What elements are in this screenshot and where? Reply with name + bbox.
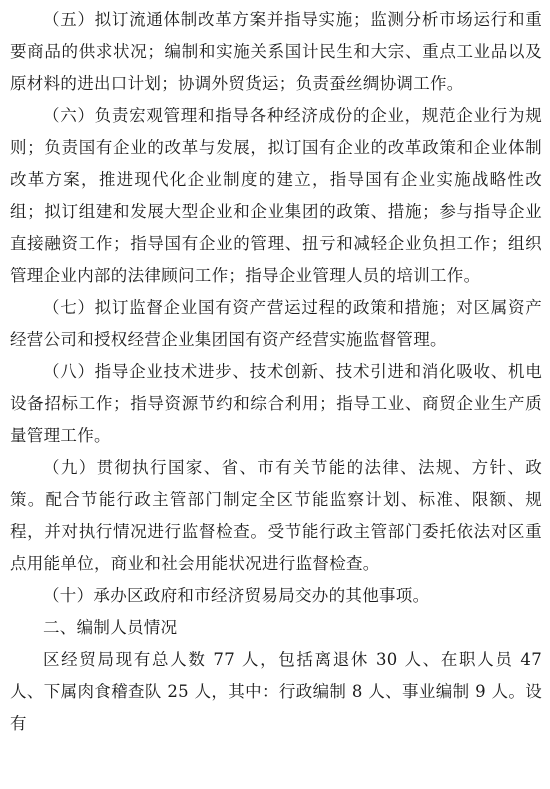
paragraph-item-7: （七）拟订监督企业国有资产营运过程的政策和措施；对区属资产经营公司和授权经营企业集团国有资产经营实施监督管理。 [10,298,542,349]
paragraph-item-10: （十）承办区政府和市经济贸易局交办的其他事项。 [43,586,430,605]
paragraph-item-9: （九）贯彻执行国家、省、市有关节能的法律、法规、方针、政策。配合节能行政主管部门制定全区节能监察计划、标准、限额、规程，并对执行情况进行监督检查。受节能行政主管部门委托依法对区重点用能单位，商业和社会用能状况进行监督检查。 [10,458,542,573]
section-heading: 二、编制人员情况 [43,618,178,637]
staffing-paragraph: 区经贸局现有总人数 77 人，包括离退休 30 人、在职人员 47 人、下属肉食稽查队 25 人，其中：行政编制 8 人、事业编制 9 人。设有 [10,650,542,733]
paragraph-item-8: （八）指导企业技术进步、技术创新、技术引进和消化吸收、机电设备招标工作；指导资源节约和综合利用；指导工业、商贸企业生产质量管理工作。 [10,362,542,445]
document-body [10,4,542,740]
paragraph-item-5: （五）拟订流通体制改革方案并指导实施；监测分析市场运行和重要商品的供求状况；编制和实施关系国计民生和大宗、重点工业品以及原材料的进出口计划；协调外贸货运；负责蚕丝绸协调工作。 [10,10,542,93]
paragraph-item-6: （六）负责宏观管理和指导各种经济成份的企业，规范企业行为规则；负责国有企业的改革与发展，拟订国有企业的改革政策和企业体制改革方案，推进现代化企业制度的建立，指导国有企业实施战略性改组；拟订组建和发展大型企业和企业集团的政策、措施；参与指导企业直接融资工作；指导国有企业的管理、扭亏和减轻企业负担工作；组织管理企业内部的法律顾问工作；指导企业管理人员的培训工作。 [10,106,542,285]
